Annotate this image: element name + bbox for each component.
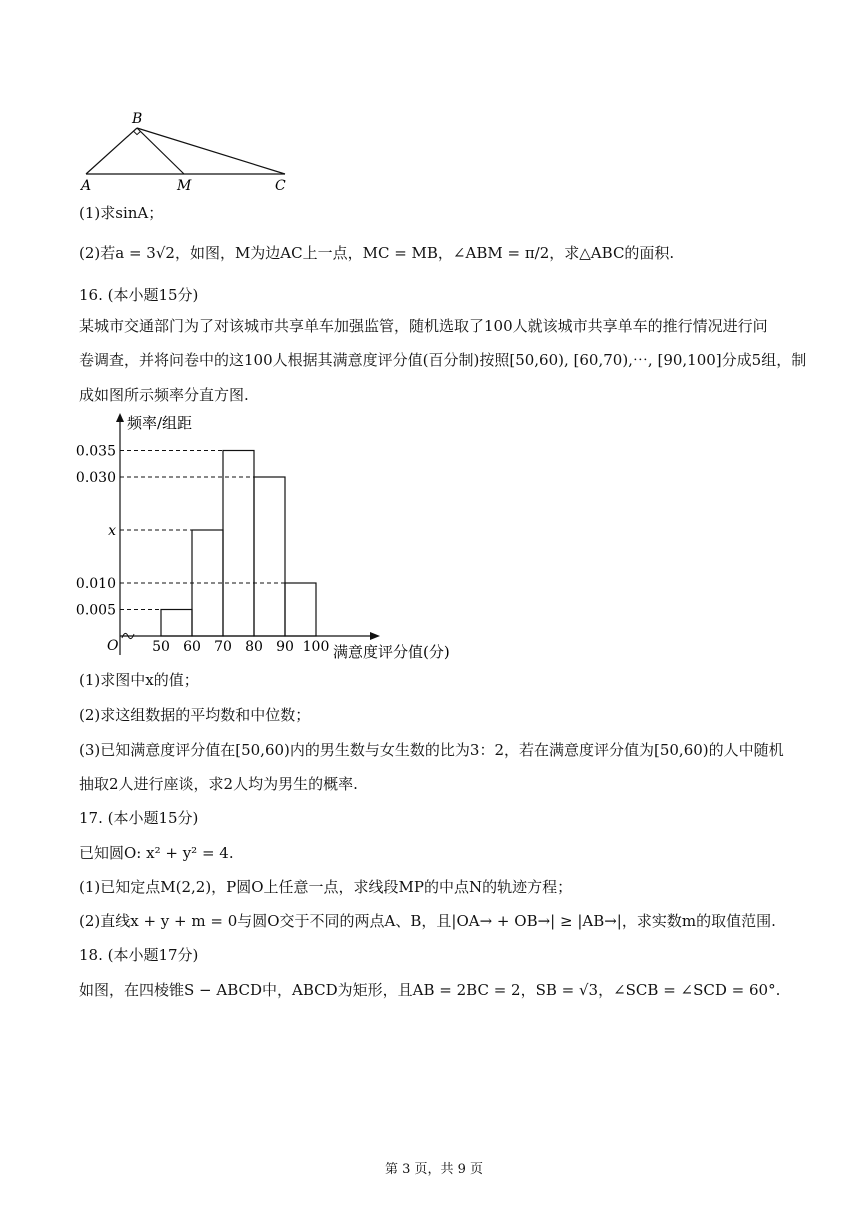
q16-text-line3: 成如图所示频率分直方图. [79, 386, 249, 404]
label-m: M [177, 178, 192, 194]
q16-text-line1: 某城市交通部门为了对该城市共享单车加强监管，随机选取了100人就该城市共享单车的推行情况进行问 [79, 317, 768, 335]
x-tick-label: 50 [152, 639, 170, 655]
q17-given: 已知圆O: x² + y² = 4. [79, 844, 234, 862]
triangle-figure [76, 106, 296, 196]
y-tick-label: 0.030 [75, 470, 116, 486]
q15-part2: (2)若a = 3√2，如图，M为边AC上一点，MC = MB，∠ABM = π/2，求△ABC的面积. [79, 244, 675, 262]
x-tick-label: 90 [276, 639, 294, 655]
x-tick-label: 100 [302, 639, 330, 655]
histogram-bar [161, 610, 192, 637]
q17-header: 17. (本小题15分) [79, 809, 199, 827]
segment-ab [86, 128, 137, 174]
x-tick-label: 70 [214, 639, 232, 655]
y-tick-label: 0.005 [75, 602, 116, 619]
x-axis-label: 满意度评分值(分) [333, 643, 450, 661]
q16-part1: (1)求图中x的值； [79, 671, 199, 689]
label-b: B [132, 111, 143, 127]
histogram-chart [70, 405, 490, 665]
q16-part3-line1: (3)已知满意度评分值在[50,60)内的男生数与女生数的比为3：2，若在满意度评分值为[50,60)的人中随机 [79, 741, 784, 759]
q16-part2: (2)求这组数据的平均数和中位数； [79, 706, 311, 724]
y-tick-label: x [108, 523, 116, 539]
x-tick-label: 60 [183, 639, 201, 655]
y-tick-label: 0.035 [75, 443, 116, 460]
page-footer: 第 3 页，共 9 页 [384, 1162, 484, 1177]
y-tick-label: 0.010 [75, 576, 116, 592]
y-axis-label: 频率/组距 [127, 414, 193, 432]
label-a: A [81, 178, 92, 194]
q15-part1: (1)求sinA； [79, 204, 164, 222]
q16-part3-line2: 抽取2人进行座谈，求2人均为男生的概率. [79, 775, 358, 793]
q18-header: 18. (本小题17分) [79, 946, 199, 964]
q18-text: 如图，在四棱锥S − ABCD中，ABCD为矩形，且AB = 2BC = 2，SB = √3，∠SCB = ∠SCD = 60°. [79, 981, 781, 999]
label-c: C [275, 178, 286, 194]
origin-label: O [107, 638, 119, 654]
q17-part2: (2)直线x + y + m = 0与圆O交于不同的两点A、B，且|OA→ + OB→| ≥ |AB→|，求实数m的取值范围. [79, 912, 776, 930]
q16-text-line2: 卷调查，并将问卷中的这100人根据其满意度评分值(百分制)按照[50,60), [60,70),⋯, [90,100]分成5组，制 [79, 351, 807, 369]
right-angle-mark [134, 131, 141, 134]
q17-part1: (1)已知定点M(2,2)，P圆O上任意一点，求线段MP的中点N的轨迹方程； [79, 878, 573, 896]
segment-bc [137, 128, 285, 174]
y-axis-arrow [116, 413, 124, 422]
histogram-bar [285, 583, 316, 636]
histogram-bar [254, 477, 285, 636]
histogram-bar [223, 451, 254, 637]
x-axis-arrow [370, 632, 380, 640]
x-tick-label: 80 [245, 639, 263, 655]
q16-header: 16. (本小题15分) [79, 286, 199, 304]
